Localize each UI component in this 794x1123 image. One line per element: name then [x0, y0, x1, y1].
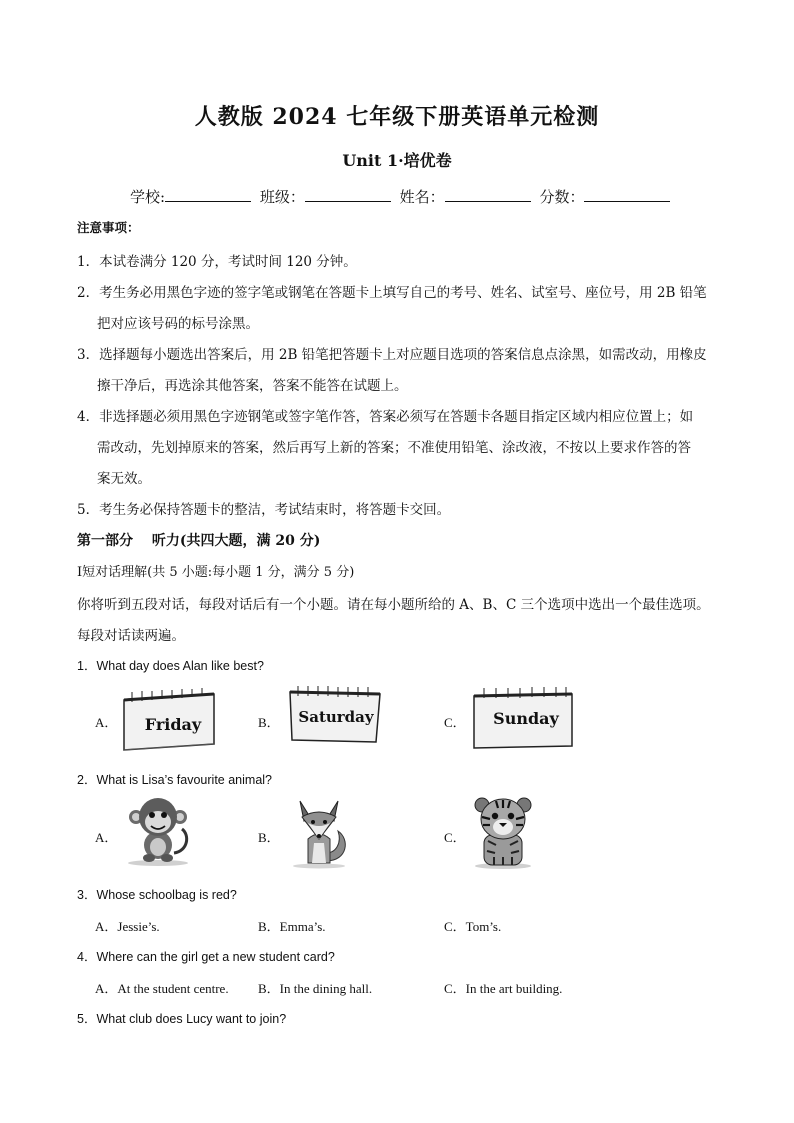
- question-4: 4．Where can the girl get a new student card?: [77, 950, 335, 964]
- q4-option-a[interactable]: A．At the student centre.: [95, 981, 229, 996]
- class-label: 班级：: [259, 188, 305, 206]
- q2-option-b-label: B．: [258, 830, 280, 845]
- q1-option-a-label: A．: [95, 715, 118, 730]
- note-item-1: 1．本试卷满分 120 分，考试时间 120 分钟。: [77, 254, 357, 270]
- tiger-icon[interactable]: [468, 795, 538, 869]
- name-blank[interactable]: [445, 187, 531, 202]
- question-5: 5．What club does Lucy want to join?: [77, 1012, 287, 1026]
- name-label: 姓名：: [399, 188, 445, 206]
- q4-option-b[interactable]: B．In the dining hall.: [258, 981, 373, 996]
- section1-heading: 第一部分 听力(共四大题，满 20 分): [77, 533, 321, 549]
- note-item-2a: 2．考生务必用黑色字迹的签字笔或钢笔在答题卡上填写自己的考号、姓名、试室号、座位号，用 2B 铅笔: [77, 285, 707, 301]
- q1-option-b-label: B．: [258, 715, 280, 730]
- instructions-a: 你将听到五段对话，每段对话后有一个小题。请在每小题所给的 A、B、C 三个选项中选出一个最佳选项。: [77, 597, 710, 613]
- page-title: 人教版 2024 七年级下册英语单元检测: [194, 104, 600, 130]
- class-blank[interactable]: [305, 187, 391, 202]
- calendar-sunday-icon[interactable]: [468, 686, 578, 754]
- q3-option-c[interactable]: C．Tom’s.: [444, 919, 502, 934]
- calendar-saturday-label: Saturday: [298, 708, 374, 726]
- calendar-saturday-icon[interactable]: [286, 684, 384, 750]
- q2-option-c-label: C．: [444, 830, 466, 845]
- student-info-row: [130, 186, 674, 207]
- note-item-4b: 需改动，先划掉原来的答案，然后再写上新的答案；不准使用铅笔、涂改液，不按以上要求作答的答: [97, 440, 691, 456]
- note-item-4a: 4．非选择题必须用黑色字迹钢笔或签字笔作答，答案必须写在答题卡各题目指定区域内相应位置上；如: [77, 409, 694, 425]
- instructions-b: 每段对话读两遍。: [77, 628, 185, 644]
- note-item-3b: 擦干净后，再选涂其他答案，答案不能答在试题上。: [97, 378, 408, 394]
- fox-icon[interactable]: [286, 795, 352, 869]
- q2-option-a-label: A．: [95, 830, 118, 845]
- school-label: 学校:: [130, 188, 166, 206]
- calendar-sunday-label: Sunday: [493, 709, 559, 728]
- notes-heading: 注意事项：: [77, 220, 140, 235]
- note-item-4c: 案无效。: [97, 471, 151, 487]
- q3-option-a[interactable]: A．Jessie’s.: [95, 919, 160, 934]
- note-item-3a: 3．选择题每小题选出答案后，用 2B 铅笔把答题卡上对应题目选项的答案信息点涂黑，如需改动，用橡皮: [77, 347, 707, 363]
- question-2: 2．What is Lisa’s favourite animal?: [77, 773, 272, 787]
- school-blank[interactable]: [165, 187, 251, 202]
- calendar-friday-icon[interactable]: [118, 688, 220, 754]
- score-label: 分数：: [539, 188, 585, 206]
- note-item-5: 5．考生务必保持答题卡的整洁，考试结束时，将答题卡交回。: [77, 502, 451, 518]
- part1-heading: Ⅰ短对话理解(共 5 小题:每小题 1 分，满分 5 分): [77, 565, 355, 580]
- q1-option-c-label: C．: [444, 715, 466, 730]
- q4-option-c[interactable]: C．In the art building.: [444, 981, 563, 996]
- q3-option-b[interactable]: B．Emma’s.: [258, 919, 326, 934]
- monkey-icon[interactable]: [122, 795, 194, 867]
- question-3: 3．Whose schoolbag is red?: [77, 888, 237, 902]
- question-1: 1．What day does Alan like best?: [77, 659, 264, 673]
- page-subtitle: Unit 1·培优卷: [342, 151, 452, 170]
- score-blank[interactable]: [584, 187, 670, 202]
- calendar-friday-label: Friday: [144, 715, 202, 734]
- note-item-2b: 把对应该号码的标号涂黑。: [97, 316, 259, 332]
